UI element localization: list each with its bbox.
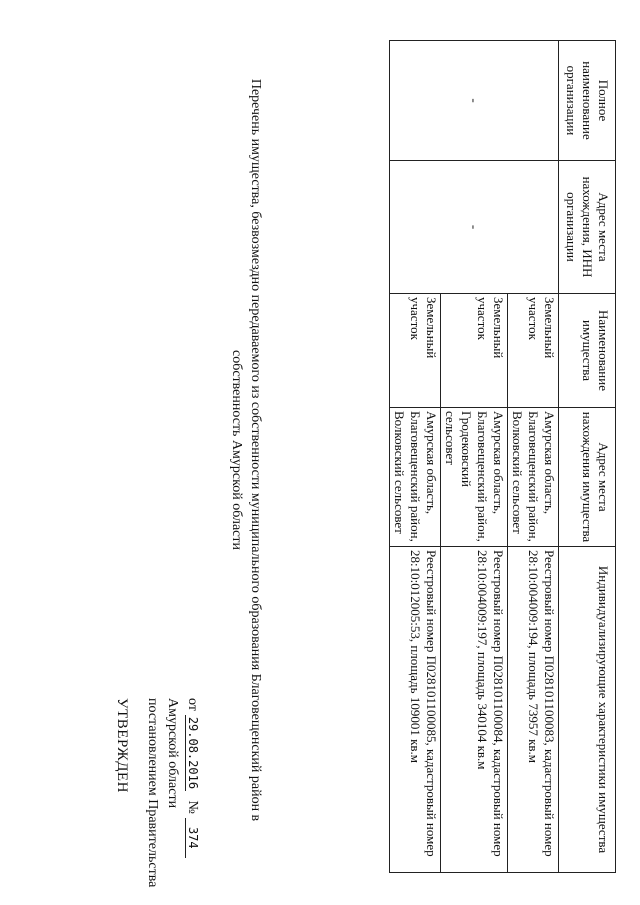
property-table — [389, 40, 616, 873]
approval-decree-line: постановлением Правительства — [145, 698, 160, 888]
property-name-cell: Земельный участок — [508, 294, 559, 408]
property-characteristics-cell: Реестровый номер П028101100085, кадастровый номер 28:10:012005:53, площадь 109001 кв.м — [390, 547, 441, 873]
header-property-name: Наименование имущества — [559, 294, 616, 408]
property-characteristics-cell: Реестровый номер П028101100083, кадастровый номер 28:10:004009:194, площадь 73957 кв.м — [508, 547, 559, 873]
header-characteristics: Индивидуализирующие характеристики имущества — [559, 547, 616, 873]
header-org-name: Полное наименование организации — [559, 41, 616, 161]
date-prefix: от — [185, 698, 200, 711]
approval-number: 374 — [185, 818, 200, 858]
org-address-cell: - — [390, 161, 559, 294]
property-address-cell: Амурская область, Благовещенский район, Волковский сельсовет — [508, 408, 559, 547]
approval-date: 29.08.2016 — [186, 716, 200, 790]
table-header-row — [559, 41, 616, 873]
approval-heading: УТВЕРЖДЕН — [114, 698, 130, 793]
org-name-cell: - — [390, 41, 559, 161]
property-name-cell: Земельный участок — [441, 294, 508, 408]
property-address-cell: Амурская область, Благовещенский район, Волковский сельсовет — [390, 408, 441, 547]
property-characteristics-cell: Реестровый номер П028101100084, кадастровый номер 28:10:004009:197, площадь 340104 кв.м — [441, 547, 508, 873]
number-prefix: № — [185, 800, 200, 814]
table-row — [508, 41, 559, 873]
approval-region-line: Амурской области — [165, 698, 180, 809]
property-address-cell: Амурская область, Благовещенский район, Гродековский сельсовет — [441, 408, 508, 547]
header-property-address: Адрес места нахождения имущества — [559, 408, 616, 547]
approval-date-line — [184, 698, 200, 888]
header-org-address: Адрес места нахождения, ИНН организации — [559, 161, 616, 294]
property-name-cell: Земельный участок — [390, 294, 441, 408]
document-title: Перечень имущества, безвозмездно передаваемого из собственности муниципального образования Благовещенский район в собственность Амурской области — [229, 78, 263, 822]
